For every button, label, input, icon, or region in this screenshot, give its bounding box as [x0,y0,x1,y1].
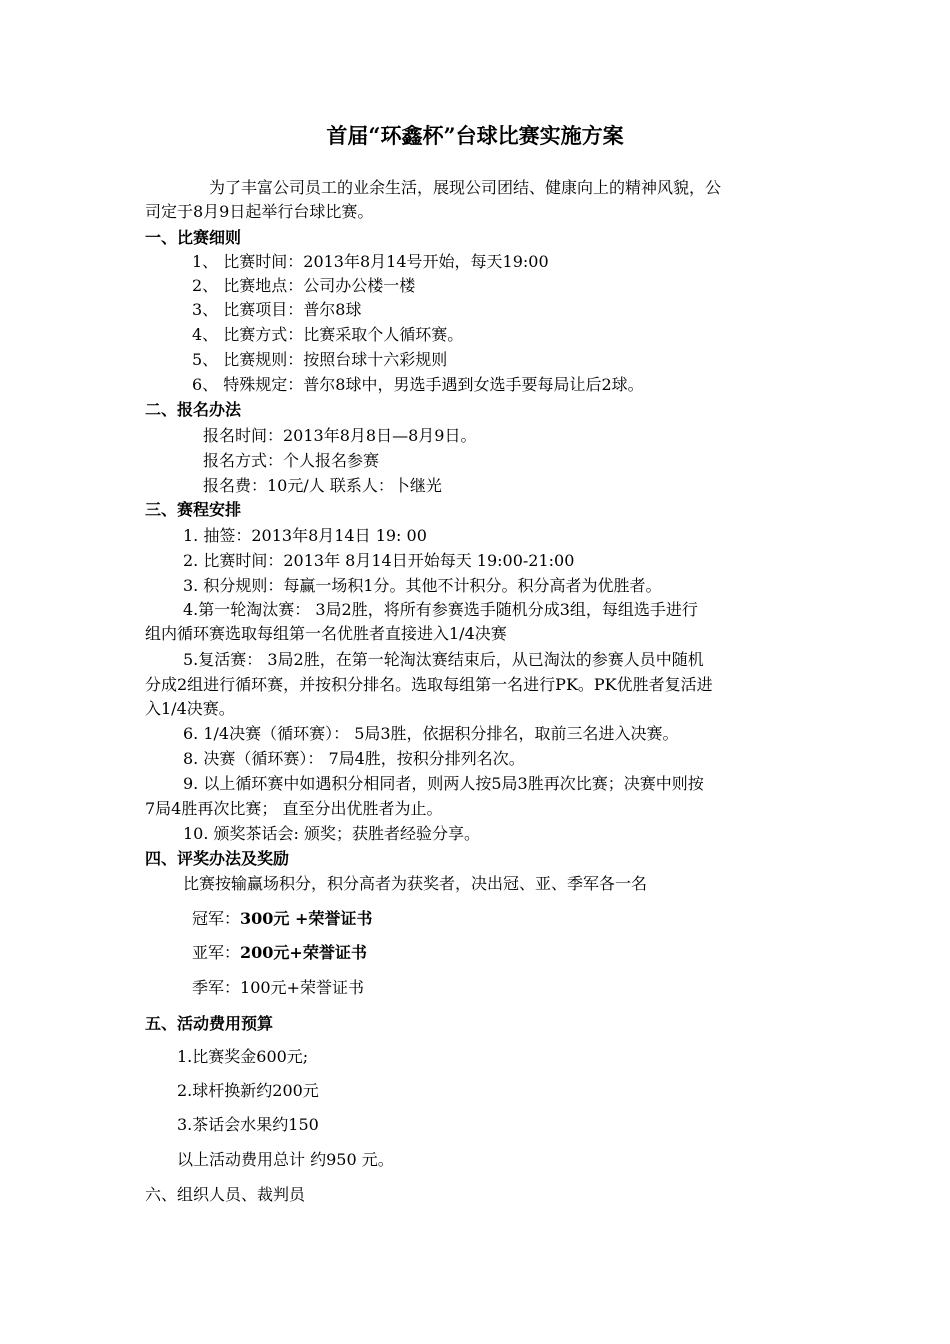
rules-item: 2、 比赛地点：公司办公楼一楼 [192,276,416,295]
schedule-line: 1. 抽签：2013年8月14日 19: 00 [183,526,427,545]
prize-reward: 300元 +荣誉证书 [240,909,373,928]
rules-item: 3、 比赛项目：普尔8球 [192,300,362,319]
budget-line: 2.球杆换新约200元 [177,1081,319,1100]
schedule-line: 10. 颁奖茶话会: 颁奖；获胜者经验分享。 [183,824,481,843]
intro-line-2: 司定于8月9日起举行台球比赛。 [145,202,374,221]
schedule-line: 4.第一轮淘汰赛： 3局2胜，将所有参赛选手随机分成3组，每组选手进行 [183,600,698,619]
rules-item: 5、 比赛规则：按照台球十六彩规则 [192,350,448,369]
schedule-line: 8. 决赛（循环赛）： 7局4胜，按积分排列名次。 [183,749,525,768]
section-heading-schedule: 三、赛程安排 [145,500,242,519]
intro-line-1: 为了丰富公司员工的业余生活，展现公司团结、健康向上的精神风貌，公 [209,178,722,197]
awards-description: 比赛按输赢场积分，积分高者为获奖者，决出冠、亚、季军各一名 [183,874,648,893]
budget-line: 3.茶话会水果约150 [177,1115,319,1134]
schedule-line: 9. 以上循环赛中如遇积分相同者，则两人按5局3胜再次比赛；决赛中则按 [183,774,704,793]
rules-item: 6、 特殊规定：普尔8球中，男选手遇到女选手要每局让后2球。 [192,375,644,394]
schedule-line: 6. 1/4决赛（循环赛）： 5局3胜，依据积分排名，取前三名进入决赛。 [183,724,679,743]
prize-third [192,976,364,1000]
prize-rank: 季军： [192,978,241,997]
section-heading-organizers: 六、组织人员、裁判员 [145,1185,306,1204]
schedule-line: 7局4胜再次比赛； 直至分出优胜者为止。 [145,799,443,818]
document-title: 首届“环鑫杯”台球比赛实施方案 [326,123,624,148]
section-heading-awards: 四、评奖办法及奖励 [145,849,290,868]
budget-line: 1.比赛奖金600元; [177,1047,309,1066]
section-heading-budget: 五、活动费用预算 [145,1014,274,1033]
schedule-line: 入1/4决赛。 [145,699,235,718]
registration-line: 报名时间：2013年8月8日—8月9日。 [203,426,477,445]
section-heading-registration: 二、报名办法 [145,400,242,419]
section-heading-rules: 一、比赛细则 [145,228,242,247]
schedule-line: 5.复活赛： 3局2胜，在第一轮淘汰赛结束后，从已淘汰的参赛人员中随机 [183,650,704,669]
registration-line: 报名方式：个人报名参赛 [203,451,380,470]
prize-rank: 冠军： [192,909,241,928]
rules-item: 1、 比赛时间：2013年8月14号开始，每天19:00 [192,252,549,271]
schedule-line: 组内循环赛选取每组第一名优胜者直接进入1/4决赛 [145,624,507,643]
schedule-line: 分成2组进行循环赛，并按积分排名。选取每组第一名进行PK。PK优胜者复活进 [145,675,713,694]
schedule-line: 3. 积分规则：每赢一场积1分。其他不计积分。积分高者为优胜者。 [183,576,662,595]
prize-rank: 亚军： [192,943,241,962]
registration-line: 报名费：10元/人 联系人：卜继光 [203,476,442,495]
rules-item: 4、 比赛方式：比赛采取个人循环赛。 [192,325,464,344]
budget-total: 以上活动费用总计 约950 元。 [177,1150,394,1169]
prize-reward: 100元+荣誉证书 [240,978,364,997]
prize-reward: 200元+荣誉证书 [240,943,367,962]
prize-first [192,907,372,931]
schedule-line: 2. 比赛时间：2013年 8月14日开始每天 19:00-21:00 [183,551,575,570]
prize-second [192,941,367,965]
